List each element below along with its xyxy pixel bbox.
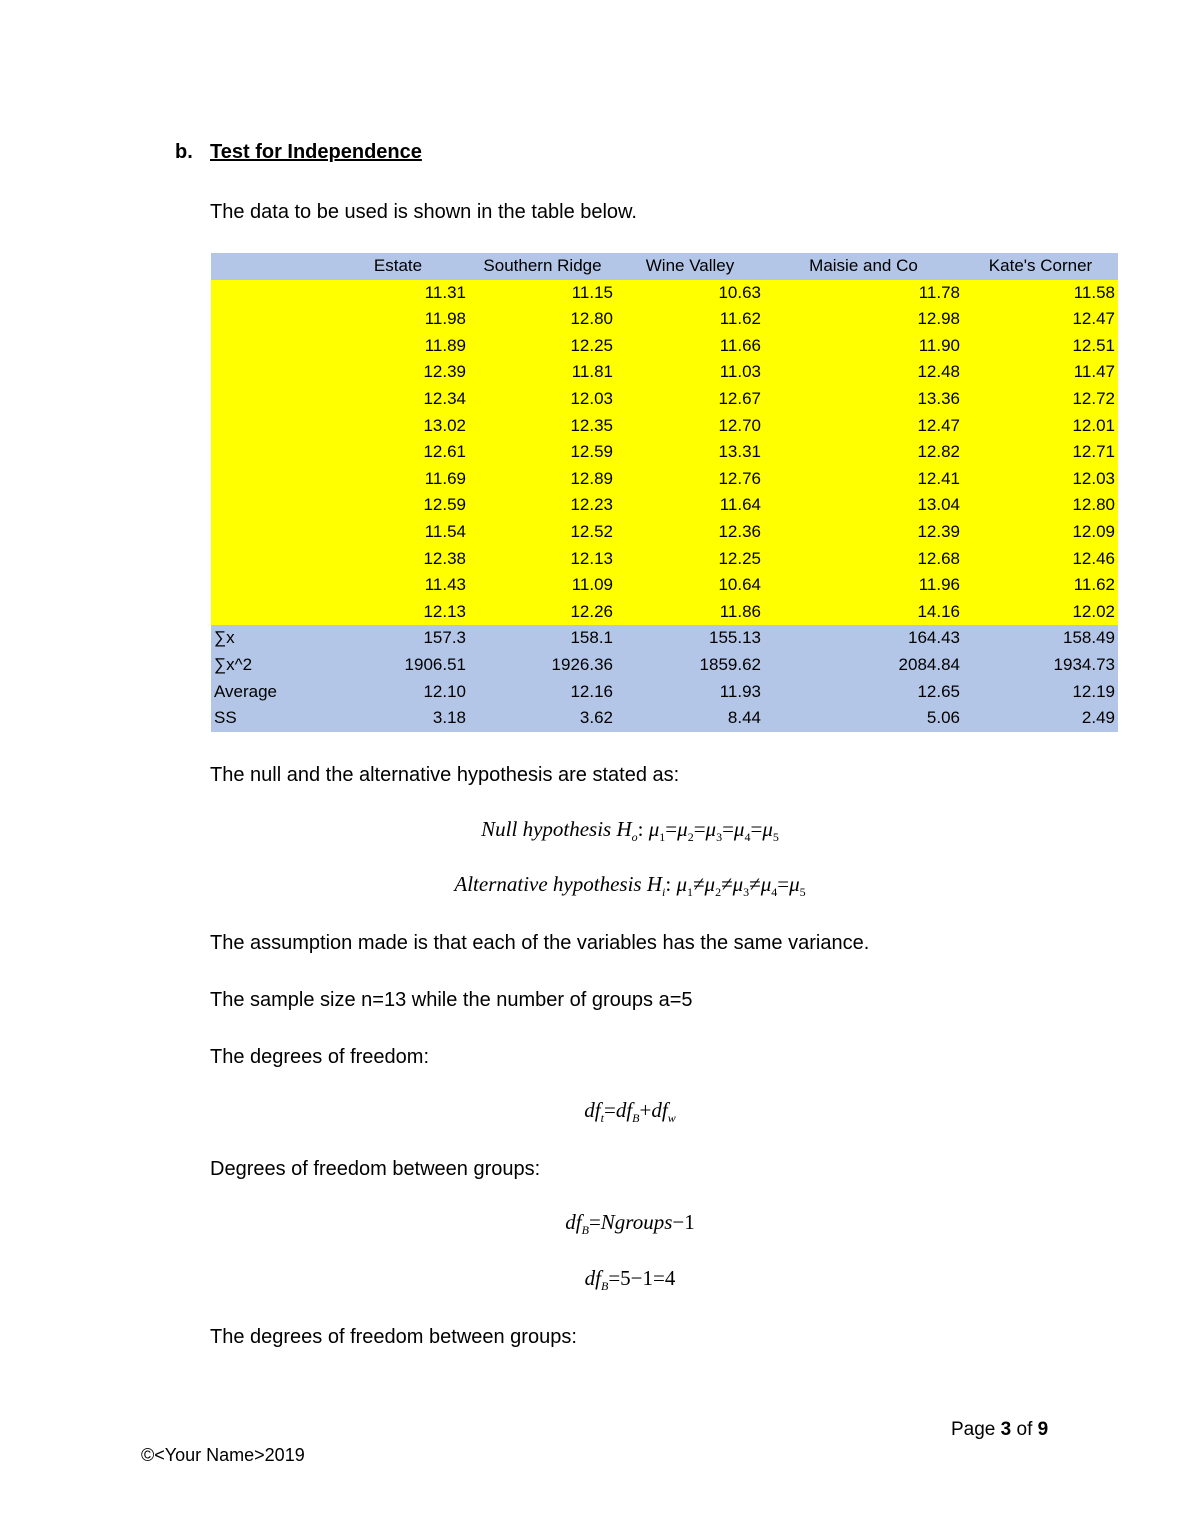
section-title: Test for Independence (210, 141, 422, 163)
stat-cell: 1926.36 (469, 652, 616, 679)
table-cell: 12.72 (963, 386, 1118, 413)
section-letter: b. (175, 141, 193, 163)
table-cell: 12.98 (764, 306, 963, 333)
table-row (211, 333, 1118, 360)
page-number (951, 1419, 1048, 1441)
table-cell: 11.62 (963, 572, 1118, 599)
row-label-empty (211, 280, 327, 307)
table-header-row (211, 253, 1118, 280)
stat-cell: 11.93 (616, 679, 764, 706)
table-cell: 11.31 (327, 280, 469, 307)
table-cell: 12.23 (469, 492, 616, 519)
table-cell: 12.80 (963, 492, 1118, 519)
null-hypothesis-label: Null hypothesis (481, 817, 612, 841)
table-cell: 12.46 (963, 546, 1118, 573)
table-row (211, 599, 1118, 626)
table-row (211, 492, 1118, 519)
stat-cell: 3.62 (469, 705, 616, 732)
table-cell: 12.89 (469, 466, 616, 493)
footer-copyright: ©<Your Name>2019 (141, 1445, 305, 1465)
row-label-empty (211, 386, 327, 413)
stat-cell: 12.19 (963, 679, 1118, 706)
df-between-formula-term: Ngroups (600, 1210, 673, 1234)
sample-size-paragraph: The sample size n=13 while the number of groups a=5 (210, 989, 693, 1011)
table-cell: 13.04 (764, 492, 963, 519)
table-cell: 11.54 (327, 519, 469, 546)
stat-row (211, 625, 1118, 652)
table-cell: 11.66 (616, 333, 764, 360)
table-cell: 12.59 (327, 492, 469, 519)
table-row (211, 280, 1118, 307)
stat-label: Average (211, 679, 327, 706)
stat-label: ∑x^2 (211, 652, 327, 679)
stat-row (211, 652, 1118, 679)
row-label-empty (211, 572, 327, 599)
table-cell: 13.02 (327, 413, 469, 440)
table-cell: 12.38 (327, 546, 469, 573)
row-label-empty (211, 546, 327, 573)
table-cell: 11.03 (616, 359, 764, 386)
table-row (211, 519, 1118, 546)
table-cell: 12.13 (327, 599, 469, 626)
assumption-paragraph: The assumption made is that each of the variables has the same variance. (210, 932, 870, 954)
table-row (211, 386, 1118, 413)
null-hypothesis-equation: Null hypothesis $H_o$: $\mu_1=\mu_2=\mu_3=\mu_4=\mu_5$ (481, 817, 779, 845)
table-cell: 11.09 (469, 572, 616, 599)
header-empty (211, 253, 327, 280)
row-label-empty (211, 413, 327, 440)
table-row (211, 413, 1118, 440)
table-cell: 12.25 (469, 333, 616, 360)
row-label-empty (211, 599, 327, 626)
stat-row (211, 705, 1118, 732)
row-label-empty (211, 359, 327, 386)
stat-cell: 157.3 (327, 625, 469, 652)
table-cell: 12.82 (764, 439, 963, 466)
df-between-intro: Degrees of freedom between groups: (210, 1158, 541, 1180)
stat-cell: 8.44 (616, 705, 764, 732)
page-current: 3 (1000, 1419, 1012, 1440)
null-hypothesis-symbol: H (616, 817, 632, 841)
df-intro-paragraph: The degrees of freedom: (210, 1046, 430, 1068)
row-label-empty (211, 333, 327, 360)
column-header: Southern Ridge (469, 253, 616, 280)
table-cell: 12.71 (963, 439, 1118, 466)
table-row (211, 359, 1118, 386)
stat-cell: 12.10 (327, 679, 469, 706)
column-header: Wine Valley (616, 253, 764, 280)
stat-cell: 158.1 (469, 625, 616, 652)
page-prefix: Page (951, 1419, 996, 1440)
table-cell: 12.03 (469, 386, 616, 413)
table-cell: 14.16 (764, 599, 963, 626)
table-cell: 11.98 (327, 306, 469, 333)
table-cell: 12.39 (764, 519, 963, 546)
table-cell: 11.64 (616, 492, 764, 519)
column-header: Kate's Corner (963, 253, 1118, 280)
stat-cell: 2084.84 (764, 652, 963, 679)
table-cell: 12.51 (963, 333, 1118, 360)
table-cell: 12.67 (616, 386, 764, 413)
table-cell: 11.58 (963, 280, 1118, 307)
table-cell: 10.63 (616, 280, 764, 307)
table-cell: 12.59 (469, 439, 616, 466)
table-cell: 13.31 (616, 439, 764, 466)
table-row (211, 439, 1118, 466)
df-total-equation: $df_t=df_B+df_w$ (584, 1098, 676, 1126)
df-between-value-equation: $df_B=5-1=4$ (584, 1266, 676, 1294)
table-cell: 10.64 (616, 572, 764, 599)
table-cell: 12.09 (963, 519, 1118, 546)
table-cell: 11.96 (764, 572, 963, 599)
table-cell: 11.15 (469, 280, 616, 307)
row-label-empty (211, 519, 327, 546)
stat-cell: 2.49 (963, 705, 1118, 732)
table-cell: 11.81 (469, 359, 616, 386)
page-of: of (1016, 1419, 1033, 1440)
row-label-empty (211, 492, 327, 519)
table-cell: 11.89 (327, 333, 469, 360)
alt-hypothesis-sub: i (662, 885, 666, 900)
stat-cell: 164.43 (764, 625, 963, 652)
table-cell: 11.43 (327, 572, 469, 599)
table-row (211, 466, 1118, 493)
table-cell: 11.78 (764, 280, 963, 307)
table-cell: 12.25 (616, 546, 764, 573)
stat-cell: 158.49 (963, 625, 1118, 652)
section-heading (175, 141, 422, 164)
alt-hypothesis-symbol: H (646, 872, 663, 896)
column-header: Estate (327, 253, 469, 280)
hypothesis-intro: The null and the alternative hypothesis are stated as: (210, 764, 680, 786)
table-cell: 12.47 (963, 306, 1118, 333)
table-cell: 11.90 (764, 333, 963, 360)
alt-hypothesis-label: Alternative hypothesis (454, 872, 642, 896)
table-cell: 11.86 (616, 599, 764, 626)
table-cell: 12.70 (616, 413, 764, 440)
intro-paragraph: The data to be used is shown in the table below. (210, 201, 637, 223)
page-total: 9 (1037, 1419, 1049, 1440)
data-table (211, 253, 1118, 732)
table-cell: 12.26 (469, 599, 616, 626)
table-cell: 12.03 (963, 466, 1118, 493)
null-hypothesis-sub: o (631, 830, 638, 845)
stat-cell: 12.65 (764, 679, 963, 706)
df-between-equation: $df_B=Ngroups-1$ (565, 1210, 695, 1238)
stat-cell: 12.16 (469, 679, 616, 706)
df-between-intro-2: The degrees of freedom between groups: (210, 1326, 577, 1348)
column-header: Maisie and Co (764, 253, 963, 280)
stat-cell: 1859.62 (616, 652, 764, 679)
table-cell: 12.76 (616, 466, 764, 493)
table-cell: 12.39 (327, 359, 469, 386)
table-cell: 12.35 (469, 413, 616, 440)
table-cell: 12.68 (764, 546, 963, 573)
table-cell: 12.47 (764, 413, 963, 440)
table-cell: 12.52 (469, 519, 616, 546)
df-between-values: =5−1=4 (608, 1266, 676, 1290)
table-cell: 12.41 (764, 466, 963, 493)
table-cell: 12.61 (327, 439, 469, 466)
table-cell: 12.13 (469, 546, 616, 573)
table-cell: 11.47 (963, 359, 1118, 386)
table-cell: 13.36 (764, 386, 963, 413)
row-label-empty (211, 306, 327, 333)
table-row (211, 572, 1118, 599)
table-cell: 12.80 (469, 306, 616, 333)
table-cell: 12.02 (963, 599, 1118, 626)
table-cell: 12.48 (764, 359, 963, 386)
table-cell: 11.69 (327, 466, 469, 493)
alt-hypothesis-equation: Alternative hypothesis $H_i$: $\mu_1\ne\mu_2\ne\mu_3\ne\mu_4=\mu_5$ (454, 872, 806, 900)
stat-label: ∑x (211, 625, 327, 652)
stat-row (211, 679, 1118, 706)
stat-cell: 1934.73 (963, 652, 1118, 679)
table-row (211, 546, 1118, 573)
table-cell: 12.34 (327, 386, 469, 413)
stat-cell: 155.13 (616, 625, 764, 652)
table-cell: 11.62 (616, 306, 764, 333)
stat-cell: 3.18 (327, 705, 469, 732)
stat-cell: 1906.51 (327, 652, 469, 679)
table-cell: 12.01 (963, 413, 1118, 440)
table-row (211, 306, 1118, 333)
row-label-empty (211, 466, 327, 493)
stat-cell: 5.06 (764, 705, 963, 732)
row-label-empty (211, 439, 327, 466)
table-cell: 12.36 (616, 519, 764, 546)
stat-label: SS (211, 705, 327, 732)
